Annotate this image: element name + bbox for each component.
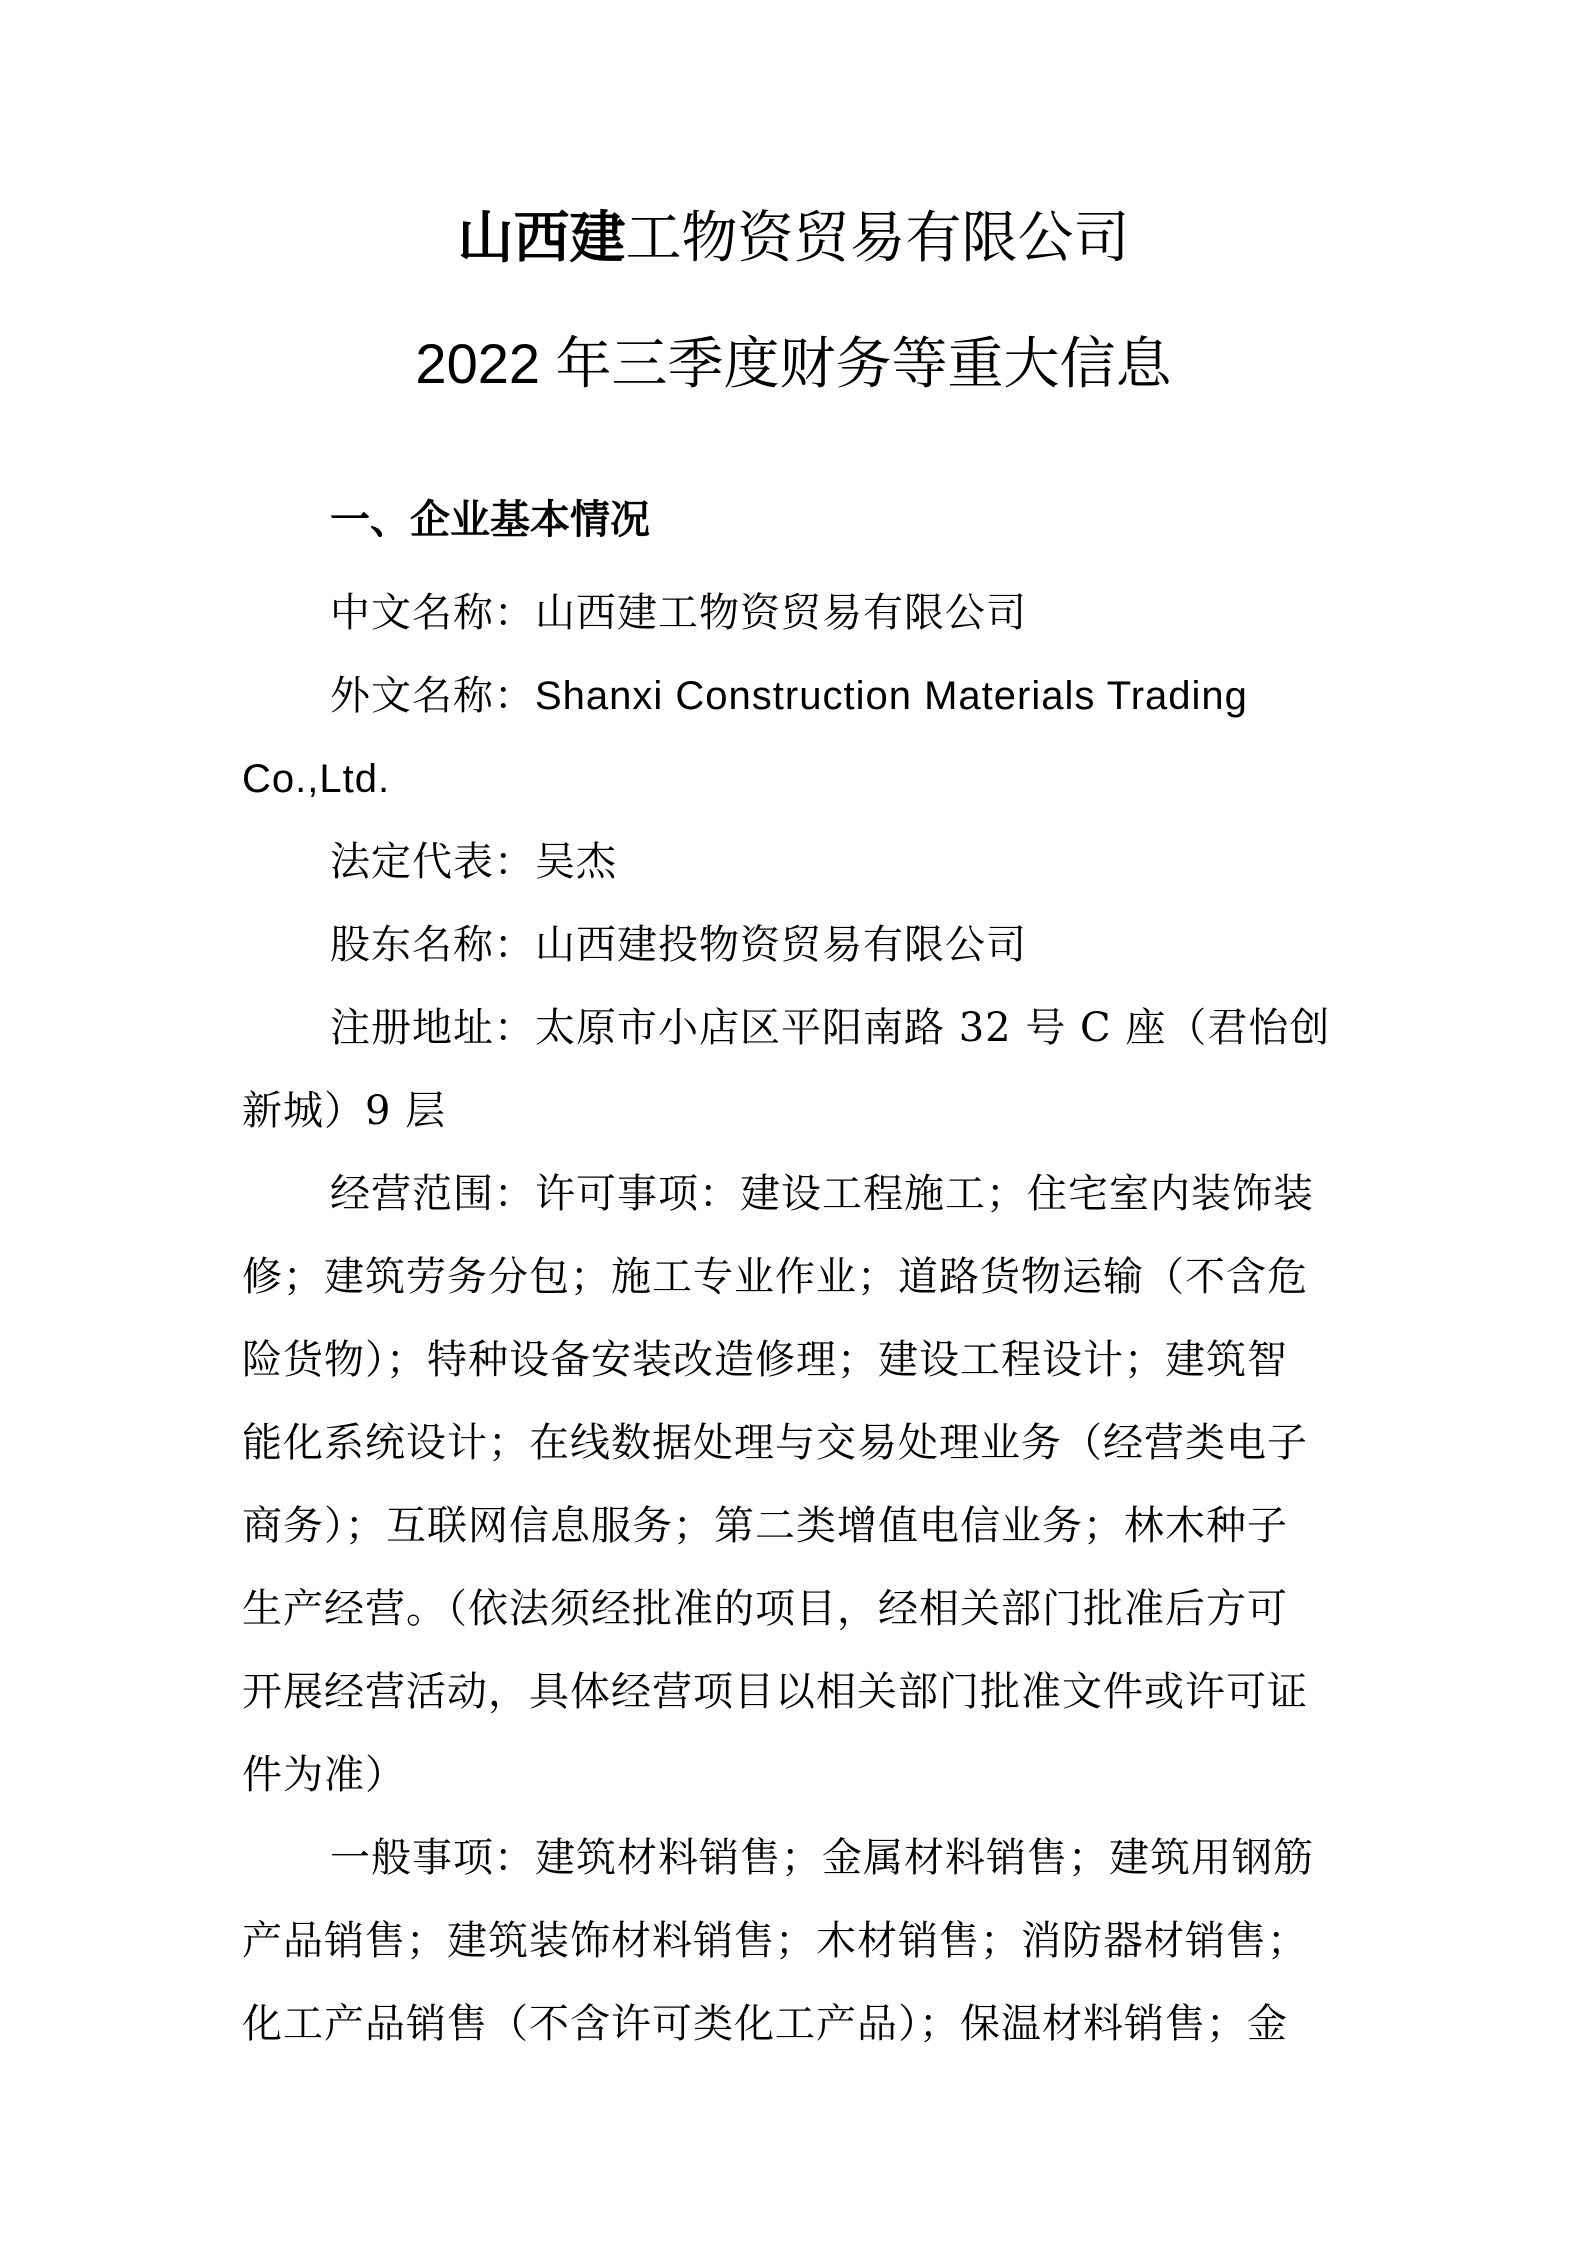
- cn-name-value: 山西建工物资贸易有限公司: [535, 590, 1027, 636]
- general-line: 化工产品销售（不含许可类化工产品）；保温材料销售；金: [242, 2001, 1288, 2047]
- general-line: 一般事项：建筑材料销售；金属材料销售；建筑用钢筋: [330, 1835, 1314, 1881]
- address-line: [242, 987, 1352, 1070]
- scope-line: 商务）；互联网信息服务；第二类增值电信业务；林木种子: [242, 1503, 1288, 1549]
- section-heading: 一、企业基本情况: [330, 497, 650, 543]
- shareholder-value: 山西建投物资贸易有限公司: [535, 922, 1027, 968]
- general-line: 产品销售；建筑装饰材料销售；木材销售；消防器材销售；: [242, 1918, 1308, 1964]
- address-label: 注册地址：: [330, 1005, 535, 1051]
- en-name-line: [242, 655, 1352, 738]
- address-value-part2: 新城）9 层: [242, 1088, 447, 1134]
- cn-name-line: [242, 572, 1352, 655]
- en-name-label: 外文名称：: [330, 673, 535, 719]
- document-title-line1: [0, 202, 1587, 275]
- scope-line: 经营范围：许可事项：建设工程施工；住宅室内装饰装: [330, 1171, 1314, 1217]
- document-title-line2: 2022 年三季度财务等重大信息: [415, 332, 1172, 395]
- scope-line: 险货物）；特种设备安装改造修理；建设工程设计；建筑智: [242, 1337, 1288, 1383]
- rep-label: 法定代表：: [330, 839, 535, 885]
- rep-value: 吴杰: [535, 839, 617, 885]
- section-body: [242, 572, 1352, 2066]
- scope-line: 能化系统设计；在线数据处理与交易处理业务（经营类电子: [242, 1420, 1308, 1466]
- address-value-part1: 太原市小店区平阳南路 32 号 C 座（君怡创: [535, 1005, 1331, 1051]
- scope-line: 件为准）: [242, 1752, 406, 1798]
- title-regular-part: 工物资贸易有限公司: [625, 206, 1130, 271]
- cn-name-label: 中文名称：: [330, 590, 535, 636]
- title-bold-part: 山西建: [457, 205, 626, 271]
- en-name-value-part1: Shanxi Construction Materials Trading: [535, 674, 1248, 718]
- shareholder-label: 股东名称：: [330, 922, 535, 968]
- rep-line: [242, 821, 1352, 904]
- en-name-value-part2: Co.,Ltd.: [242, 757, 391, 801]
- shareholder-line: [242, 904, 1352, 987]
- scope-line: 生产经营。（依法须经批准的项目，经相关部门批准后方可: [242, 1586, 1288, 1632]
- scope-line: 开展经营活动，具体经营项目以相关部门批准文件或许可证: [242, 1669, 1308, 1715]
- scope-line: 修；建筑劳务分包；施工专业作业；道路货物运输（不含危: [242, 1254, 1308, 1300]
